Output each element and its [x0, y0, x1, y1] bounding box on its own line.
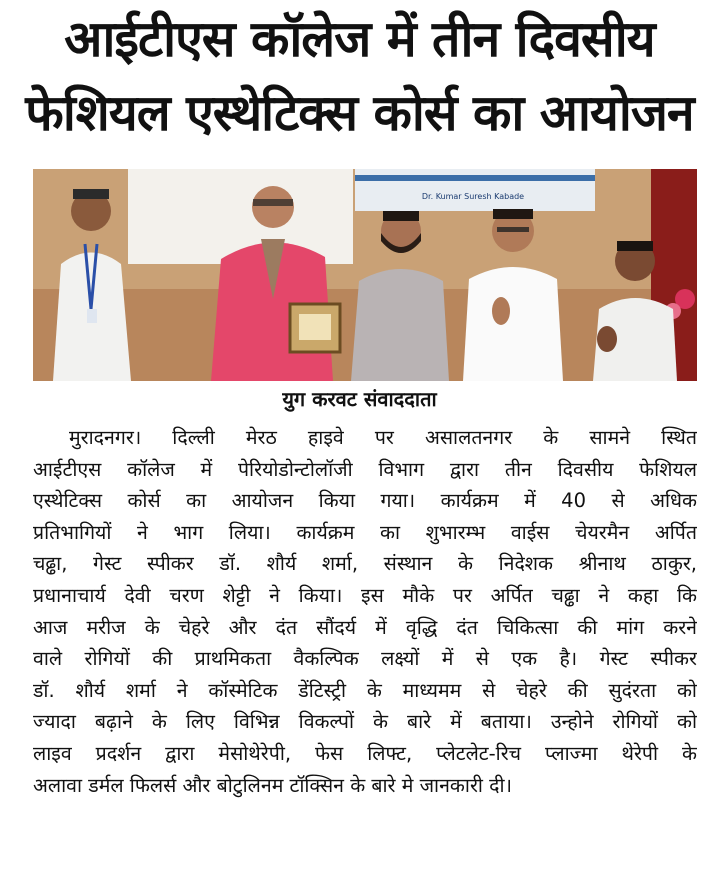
article-line: प्रधानाचार्य देवी चरण शेट्टी ने किया। इस मौके पर अर्पित चढ्ढा ने कहा कि: [33, 583, 697, 607]
article-line: डॉ. शौर्य शर्मा ने कॉस्मेटिक डेंटिस्ट्री के माध्यमम से चेहरे की सुदंरता को: [33, 678, 697, 702]
article-line: आईटीएस कॉलेज में पेरियोडोन्टोलॉजी विभाग द्वारा तीन दिवसीय फेशियल: [33, 457, 697, 481]
article-line: एस्थेटिक्स कोर्स का आयोजन किया गया। कार्यक्रम में 40 से अधिक: [33, 489, 697, 513]
article-line: प्रतिभागियों ने भाग लिया। कार्यक्रम का शुभारम्भ वाईस चेयरमैन अर्पित: [33, 520, 697, 544]
article-line: आज मरीज के चेहरे और दंत सौंदर्य में वृद्धि दंत चिकित्सा की मांग करने: [33, 615, 697, 639]
article-body: [33, 422, 697, 801]
headline-line-2: फेशियल एस्थेटिक्स कोर्स का आयोजन: [25, 84, 694, 142]
article-line: लाइव प्रदर्शन द्वारा मेसोथेरेपी, फेस लिफ्ट, प्लेटलेट-रिच प्लाज्मा थेरेपी के: [33, 741, 697, 765]
banner-text: Dr. Kumar Suresh Kabade: [421, 192, 525, 201]
headline-line-1: आईटीएस कॉलेज में तीन दिवसीय: [64, 10, 655, 68]
article-line: ज्यादा बढ़ाने के लिए विभिन्न विकल्पों के बारे में बताया। उन्होने रोगियों को: [33, 710, 697, 734]
article-line: मुरादनगर। दिल्ली मेरठ हाइवे पर असालतनगर के सामने स्थित: [69, 426, 697, 449]
article-line: अलावा डर्मल फिलर्स और बोटुलिनम टॉक्सिन के बारे मे जानकारी दी।: [33, 773, 512, 797]
article-line: चढ्ढा, गेस्ट स्पीकर डॉ. शौर्य शर्मा, संस्थान के निदेशक श्रीनाथ ठाकुर,: [33, 552, 697, 576]
news-photo: [33, 169, 697, 381]
article-line: वाले रोगियों की प्राथमिकता वैकल्पिक लक्ष्यों में से एक है। गेस्ट स्पीकर: [33, 647, 697, 671]
byline: युग करवट संवाददाता: [282, 387, 437, 411]
